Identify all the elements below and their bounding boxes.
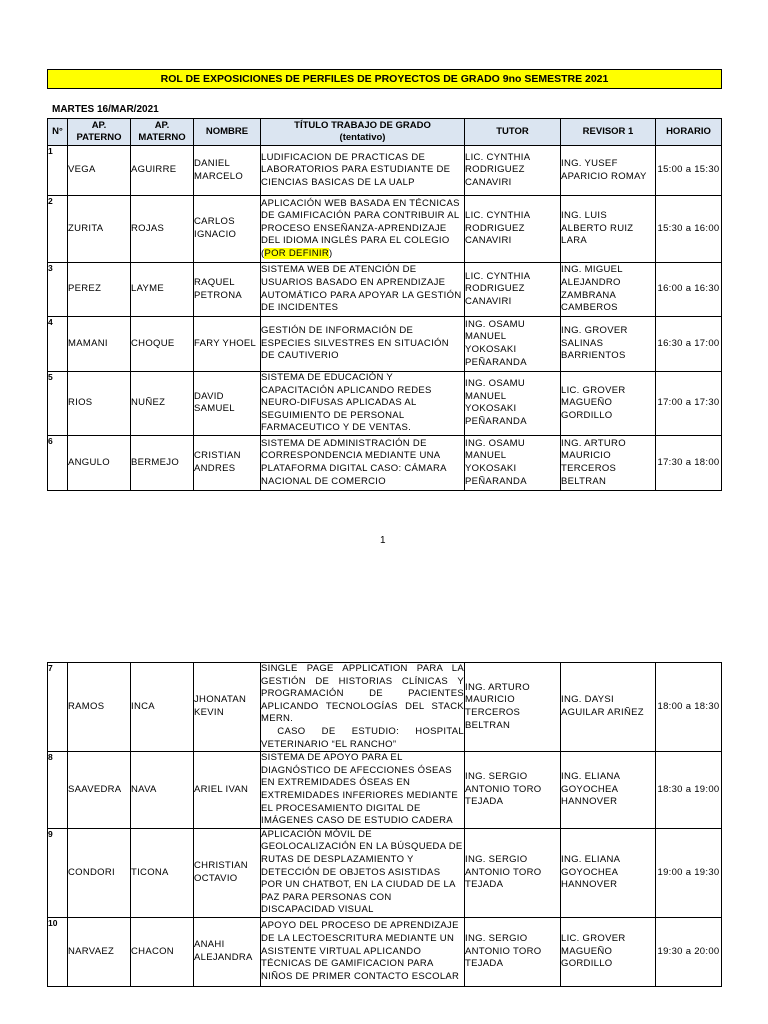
- row-paterno: PEREZ: [68, 263, 131, 317]
- row-titulo-text: APLICACIÓN WEB BASADA EN TÉCNICAS DE GAMIFICACIÓN PARA CONTRIBUIR AL PROCESO ENSEÑANZA-APRENDIZAJE DEL IDIOMA INGLÉS PARA EL COLEGIO (: [261, 197, 460, 259]
- row-tutor: ING. ARTURO MAURICIO TERCEROS BELTRAN: [465, 663, 561, 752]
- row-tutor: LIC. CYNTHIA RODRIGUEZ CANAVIRI: [465, 263, 561, 317]
- row-materno: AGUIRRE: [131, 146, 194, 196]
- highlight-por-definir: POR DEFINIR: [264, 247, 329, 259]
- row-materno: ROJAS: [131, 196, 194, 263]
- header-nombre: NOMBRE: [194, 119, 261, 146]
- row-horario: 15:00 a 15:30: [656, 146, 722, 196]
- row-horario: 17:30 a 18:00: [656, 435, 722, 490]
- table-row: [48, 263, 722, 317]
- schedule-table-page-2: [47, 662, 722, 987]
- row-revisor: ING. YUSEF APARICIO ROMAY: [561, 146, 656, 196]
- row-revisor: ING. ELIANA GOYOCHEA HANNOVER: [561, 752, 656, 829]
- row-paterno: ZURITA: [68, 196, 131, 263]
- row-titulo-text: SINGLE PAGE APPLICATION PARA LA GESTIÓN DE HISTORIAS CLÍNICAS Y PROGRAMACIÓN DE PACIENTES APLICANDO TECNOLOGÍAS DEL STACK MERN.: [261, 663, 464, 725]
- row-num: 5: [48, 372, 68, 436]
- row-nombre: DANIEL MARCELO: [194, 146, 261, 196]
- table-row: [48, 663, 722, 752]
- row-nombre: FARY YHOEL: [194, 317, 261, 372]
- row-materno: NUÑEZ: [131, 372, 194, 436]
- row-num: 8: [48, 752, 68, 829]
- row-materno: CHOQUE: [131, 317, 194, 372]
- row-tutor: ING. SERGIO ANTONIO TORO TEJADA: [465, 828, 561, 917]
- row-titulo: [261, 663, 465, 752]
- row-num: 6: [48, 435, 68, 490]
- row-nombre: CHRISTIAN OCTAVIO: [194, 828, 261, 917]
- row-num: 2: [48, 196, 68, 263]
- table-row: [48, 917, 722, 986]
- row-paterno: NARVAEZ: [68, 917, 131, 986]
- table-row: [48, 752, 722, 829]
- row-horario: 18:30 a 19:00: [656, 752, 722, 829]
- row-tutor: ING. OSAMU MANUEL YOKOSAKI PEÑARANDA: [465, 435, 561, 490]
- row-tutor: LIC. CYNTHIA RODRIGUEZ CANAVIRI: [465, 196, 561, 263]
- row-horario: 16:00 a 16:30: [656, 263, 722, 317]
- row-nombre: CARLOS IGNACIO: [194, 196, 261, 263]
- schedule-table-page-1: [47, 118, 722, 491]
- row-nombre: RAQUEL PETRONA: [194, 263, 261, 317]
- row-horario: 19:00 a 19:30: [656, 828, 722, 917]
- row-nombre: ARIEL IVAN: [194, 752, 261, 829]
- table-row: [48, 828, 722, 917]
- table-row: [48, 146, 722, 196]
- row-nombre: ANAHI ALEJANDRA: [194, 917, 261, 986]
- header-tutor: TUTOR: [465, 119, 561, 146]
- row-nombre: CRISTIAN ANDRES: [194, 435, 261, 490]
- page-number: 1: [380, 535, 386, 546]
- table-row: [48, 435, 722, 490]
- header-horario: HORARIO: [656, 119, 722, 146]
- row-tutor: LIC. CYNTHIA RODRIGUEZ CANAVIRI: [465, 146, 561, 196]
- header-titulo: [261, 119, 465, 146]
- row-tutor: ING. OSAMU MANUEL YOKOSAKI PEÑARANDA: [465, 317, 561, 372]
- row-titulo-case: CASO DE ESTUDIO: HOSPITAL VETERINARIO “EL RANCHO”: [261, 725, 464, 750]
- row-num: 10: [48, 917, 68, 986]
- table-row: [48, 372, 722, 436]
- row-paterno: RIOS: [68, 372, 131, 436]
- row-tutor: ING. SERGIO ANTONIO TORO TEJADA: [465, 917, 561, 986]
- header-titulo-main: TÍTULO TRABAJO DE GRADO: [294, 120, 431, 131]
- row-revisor: ING. MIGUEL ALEJANDRO ZAMBRANA CAMBEROS: [561, 263, 656, 317]
- table-row: [48, 317, 722, 372]
- row-horario: 18:00 a 18:30: [656, 663, 722, 752]
- header-revisor: REVISOR 1: [561, 119, 656, 146]
- row-titulo-end: ): [329, 247, 333, 259]
- header-num: N°: [48, 119, 68, 146]
- row-revisor: ING. DAYSI AGUILAR ARIÑEZ: [561, 663, 656, 752]
- row-num: 1: [48, 146, 68, 196]
- row-revisor: LIC. GROVER MAGUEÑO GORDILLO: [561, 917, 656, 986]
- session-date: MARTES 16/MAR/2021: [52, 104, 159, 115]
- row-titulo: [261, 196, 465, 263]
- row-num: 9: [48, 828, 68, 917]
- row-revisor: ING. ARTURO MAURICIO TERCEROS BELTRAN: [561, 435, 656, 490]
- row-materno: NAVA: [131, 752, 194, 829]
- row-horario: 15:30 a 16:00: [656, 196, 722, 263]
- table-row: [48, 196, 722, 263]
- row-materno: TICONA: [131, 828, 194, 917]
- row-nombre: DAVID SAMUEL: [194, 372, 261, 436]
- row-revisor: ING. GROVER SALINAS BARRIENTOS: [561, 317, 656, 372]
- document-title: ROL DE EXPOSICIONES DE PERFILES DE PROYECTOS DE GRADO 9no SEMESTRE 2021: [47, 69, 722, 89]
- row-num: 4: [48, 317, 68, 372]
- row-paterno: SAAVEDRA: [68, 752, 131, 829]
- row-tutor: ING. OSAMU MANUEL YOKOSAKI PEÑARANDA: [465, 372, 561, 436]
- row-titulo: APLICACIÓN MÓVIL DE GEOLOCALIZACIÓN EN LA BÚSQUEDA DE RUTAS DE DESPLAZAMIENTO Y DETECCIÓN DE OBJETOS ASISTIDAS POR UN CHATBOT, EN LA CIUDAD DE LA PAZ PARA PERSONAS CON DISCAPACIDAD VISUAL: [261, 828, 465, 917]
- row-paterno: MAMANI: [68, 317, 131, 372]
- row-revisor: ING. ELIANA GOYOCHEA HANNOVER: [561, 828, 656, 917]
- row-titulo: SISTEMA WEB DE ATENCIÓN DE USUARIOS BASADO EN APRENDIZAJE AUTOMÁTICO PARA APOYAR LA GESTIÓN DE INCIDENTES: [261, 263, 465, 317]
- row-titulo: SISTEMA DE ADMINISTRACIÓN DE CORRESPONDENCIA MEDIANTE UNA PLATAFORMA DIGITAL CASO: CÁMARA NACIONAL DE COMERCIO: [261, 435, 465, 490]
- header-paterno: AP. PATERNO: [68, 119, 131, 146]
- row-revisor: ING. LUIS ALBERTO RUIZ LARA: [561, 196, 656, 263]
- row-nombre: JHONATAN KEVIN: [194, 663, 261, 752]
- row-materno: LAYME: [131, 263, 194, 317]
- row-num: 3: [48, 263, 68, 317]
- row-titulo: LUDIFICACION DE PRACTICAS DE LABORATORIOS PARA ESTUDIANTE DE CIENCIAS BASICAS DE LA UALP: [261, 146, 465, 196]
- row-paterno: ANGULO: [68, 435, 131, 490]
- row-materno: CHACON: [131, 917, 194, 986]
- row-paterno: CONDORI: [68, 828, 131, 917]
- row-tutor: ING. SERGIO ANTONIO TORO TEJADA: [465, 752, 561, 829]
- row-titulo: SISTEMA DE EDUCACIÓN Y CAPACITACIÓN APLICANDO REDES NEURO-DIFUSAS APLICADAS AL SEGUIMIENTO DE PERSONAL FARMACEUTICO Y DE VENTAS.: [261, 372, 465, 436]
- row-horario: 19:30 a 20:00: [656, 917, 722, 986]
- header-materno: AP. MATERNO: [131, 119, 194, 146]
- header-titulo-sub: (tentativo): [339, 132, 386, 143]
- row-num: 7: [48, 663, 68, 752]
- row-horario: 17:00 a 17:30: [656, 372, 722, 436]
- row-paterno: RAMOS: [68, 663, 131, 752]
- row-horario: 16:30 a 17:00: [656, 317, 722, 372]
- row-revisor: LIC. GROVER MAGUEÑO GORDILLO: [561, 372, 656, 436]
- row-titulo: GESTIÓN DE INFORMACIÓN DE ESPECIES SILVESTRES EN SITUACIÓN DE CAUTIVERIO: [261, 317, 465, 372]
- row-titulo: SISTEMA DE APOYO PARA EL DIAGNÓSTICO DE AFECCIONES ÓSEAS EN EXTREMIDADES ÓSEAS EN EXTREMIDADES INFERIORES MEDIANTE EL PROCESAMIENTO DIGITAL DE IMÁGENES CASO DE ESTUDIO CADERA: [261, 752, 465, 829]
- row-materno: INCA: [131, 663, 194, 752]
- row-titulo: APOYO DEL PROCESO DE APRENDIZAJE DE LA LECTOESCRITURA MEDIANTE UN ASISTENTE VIRTUAL APLICANDO TÉCNICAS DE GAMIFICACION PARA NIÑOS DE PRIMER CONTACTO ESCOLAR: [261, 917, 465, 986]
- row-materno: BERMEJO: [131, 435, 194, 490]
- row-paterno: VEGA: [68, 146, 131, 196]
- table-header-row: [48, 119, 722, 146]
